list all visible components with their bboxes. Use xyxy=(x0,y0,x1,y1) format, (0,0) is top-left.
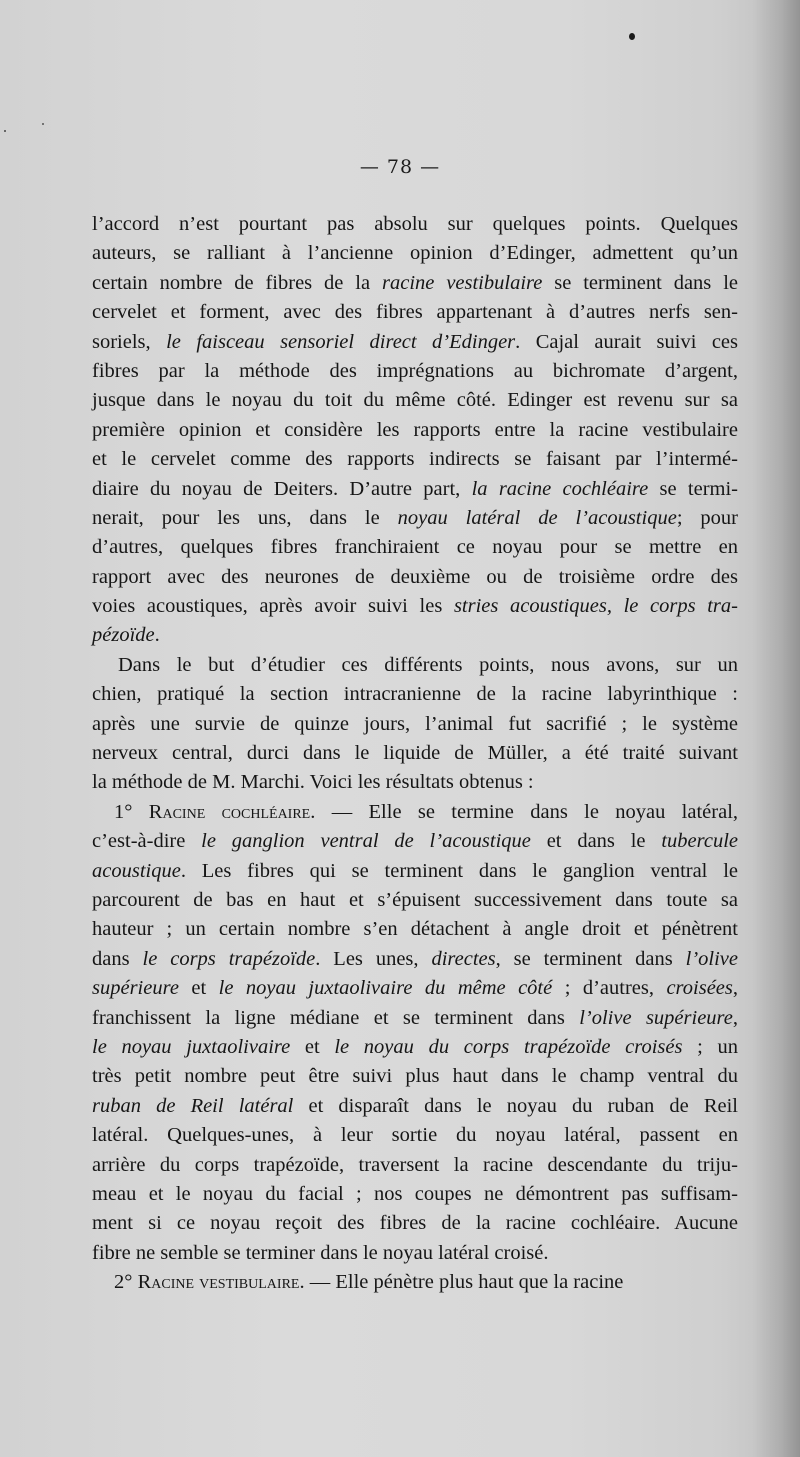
text-line xyxy=(92,886,738,915)
text-run: et xyxy=(290,1035,335,1058)
italic-term: stries acoustiques, le corps tra- xyxy=(453,595,738,618)
text-line xyxy=(92,768,738,797)
text-run: auteurs, se ralliant à l’ancienne opinion d’Edinger, admettent qu’un xyxy=(92,242,738,265)
text-line xyxy=(92,1209,738,1238)
text-line xyxy=(92,1121,738,1150)
section-1-first-line xyxy=(92,798,738,827)
section-2-heading: Racine vestibulaire. xyxy=(137,1271,305,1294)
text-run: et le cervelet comme des rapports indirects se faisant par l’intermé- xyxy=(92,448,738,471)
text-run: hauteur ; un certain nombre s’en détachent à angle droit et pénètrent xyxy=(92,918,738,941)
text-run: très petit nombre peut être suivi plus haut dans le champ ventral du xyxy=(92,1065,738,1088)
italic-term: le noyau du corps trapézoïde croisés xyxy=(334,1035,683,1058)
text-line xyxy=(92,1151,738,1180)
text-run: se termi- xyxy=(648,477,738,500)
italic-term: le ganglion ventral de l’acoustique xyxy=(201,830,531,853)
text-run: parcourent de bas en haut et s’épuisent successivement dans toute sa xyxy=(92,888,738,911)
section-1-body xyxy=(92,827,738,1268)
text-run: . xyxy=(154,624,160,647)
section-2-number: 2° xyxy=(114,1271,133,1294)
text-run: . Les unes, xyxy=(315,947,432,970)
text-line xyxy=(92,504,738,533)
text-line xyxy=(92,915,738,944)
italic-term: le noyau juxtaolivaire du même côté xyxy=(218,977,553,1000)
text-run: première opinion et considère les rapports entre la racine vestibulaire xyxy=(92,418,738,441)
page-edge-shadow xyxy=(752,0,800,1457)
text-run: nerveux central, durci dans le liquide de Müller, a été traité suivant xyxy=(92,742,738,765)
text-run: fibres par la méthode des imprégnations au bichromate d’argent, xyxy=(92,359,738,382)
text-run: chien, pratiqué la section intracranienne de la racine labyrinthique : xyxy=(92,683,738,706)
text-run: arrière du corps trapézoïde, traversent la racine descendante du triju- xyxy=(92,1153,738,1176)
text-line xyxy=(92,210,738,239)
text-run: meau et le noyau du facial ; nos coupes ne démontrent pas suffisam- xyxy=(92,1182,738,1205)
text-line xyxy=(92,1239,738,1268)
text-line xyxy=(92,298,738,327)
text-line xyxy=(92,592,738,621)
text-run: c’est-à-dire xyxy=(92,830,202,853)
italic-term: ruban de Reil latéral xyxy=(92,1094,294,1117)
text-run: et xyxy=(178,977,219,1000)
text-run: après une survie de quinze jours, l’animal fut sacrifié ; le système xyxy=(92,712,738,735)
text-line xyxy=(92,269,738,298)
text-run: se terminent dans le xyxy=(542,271,738,294)
ink-speck xyxy=(629,33,635,40)
text-run: et disparaît dans le noyau du ruban de Reil xyxy=(293,1094,738,1117)
text-line xyxy=(92,651,738,680)
text-run: certain nombre de fibres de la xyxy=(92,271,383,294)
text-run: . Les fibres qui se terminent dans le ganglion ventral le xyxy=(180,859,738,882)
text-run: l’accord n’est pourtant pas absolu sur quelques points. Quelques xyxy=(92,213,738,235)
text-run: jusque dans le noyau du toit du même côté. Edinger est revenu sur sa xyxy=(92,389,738,412)
text-line xyxy=(92,386,738,415)
section-1-heading: Racine cochléaire. xyxy=(148,800,316,823)
italic-term: l’olive xyxy=(685,947,738,970)
text-run: cervelet et forment, avec des fibres appartenant à d’autres nerfs sen- xyxy=(92,301,738,324)
text-line xyxy=(92,1180,738,1209)
text-run: dans xyxy=(92,947,143,970)
italic-term: directes xyxy=(431,947,496,970)
text-run: nerait, pour les uns, dans le xyxy=(92,506,398,529)
text-run: ; un xyxy=(682,1035,738,1058)
text-run: ; pour xyxy=(676,506,738,529)
italic-term: le faisceau sensoriel direct d’Edinger xyxy=(166,330,516,353)
italic-term: croisées xyxy=(666,977,733,1000)
text-run: Dans le but d’étudier ces différents points, nous avons, sur un xyxy=(118,653,738,676)
text-run: ; d’autres, xyxy=(552,977,667,1000)
text-run: d’autres, quelques fibres franchiraient ce noyau pour se mettre en xyxy=(92,536,738,559)
text-run: , xyxy=(732,1006,738,1029)
text-line xyxy=(92,710,738,739)
text-line xyxy=(92,1004,738,1033)
text-run: latéral. Quelques-unes, à leur sortie du noyau latéral, passent en xyxy=(92,1124,738,1147)
text-line xyxy=(92,621,738,650)
text-run: diaire du noyau de Deiters. D’autre part, xyxy=(92,477,472,500)
text-line xyxy=(92,328,738,357)
text-line xyxy=(92,357,738,386)
text-line xyxy=(92,739,738,768)
paragraph-1 xyxy=(92,210,738,651)
text-line xyxy=(92,1033,738,1062)
text-run: voies acoustiques, après avoir suivi les xyxy=(92,595,454,618)
text-line xyxy=(92,239,738,268)
text-line xyxy=(92,680,738,709)
page-number: — 78 — xyxy=(359,156,441,178)
text-run: , xyxy=(732,977,738,1000)
text-line xyxy=(92,445,738,474)
text-line xyxy=(92,416,738,445)
text-line xyxy=(92,1092,738,1121)
italic-term: l’olive supérieure xyxy=(579,1006,733,1029)
italic-term: tubercule xyxy=(661,830,738,853)
text-run: . Cajal aurait suivi ces xyxy=(515,330,738,353)
text-run: la méthode de M. Marchi. Voici les résultats obtenus : xyxy=(92,771,534,794)
italic-term: pézoïde xyxy=(92,624,155,647)
text-line xyxy=(92,475,738,504)
body-text xyxy=(92,210,738,1297)
section-2-first-line-text: — Elle pénètre plus haut que la racine xyxy=(304,1271,624,1294)
text-line xyxy=(92,533,738,562)
text-line xyxy=(92,1062,738,1091)
italic-term: noyau latéral de l’acoustique xyxy=(397,506,677,529)
text-line xyxy=(92,974,738,1003)
italic-term: le corps trapézoïde xyxy=(142,947,316,970)
italic-term: racine vestibulaire xyxy=(382,271,543,294)
section-1-first-line-text: — Elle se termine dans le noyau latéral, xyxy=(315,800,739,823)
text-run: soriels, xyxy=(92,330,167,353)
text-run: , se terminent dans xyxy=(495,947,686,970)
italic-term: supérieure xyxy=(92,977,179,1000)
text-run: franchissent la ligne médiane et se terminent dans xyxy=(92,1006,580,1029)
text-line xyxy=(92,945,738,974)
text-line xyxy=(92,857,738,886)
ink-speck xyxy=(42,123,44,125)
text-run: fibre ne semble se terminer dans le noyau latéral croisé. xyxy=(92,1241,549,1264)
text-line xyxy=(92,827,738,856)
text-run: et dans le xyxy=(530,830,662,853)
section-1-number: 1° xyxy=(114,800,133,823)
section-2-first-line xyxy=(92,1268,738,1297)
italic-term: le noyau juxtaolivaire xyxy=(92,1035,291,1058)
text-line xyxy=(92,563,738,592)
ink-speck xyxy=(4,130,6,132)
text-run: ment si ce noyau reçoit des fibres de la racine cochléaire. Aucune xyxy=(92,1212,738,1235)
paragraph-2 xyxy=(92,651,738,798)
italic-term: la racine cochléaire xyxy=(471,477,649,500)
text-run: rapport avec des neurones de deuxième ou de troisième ordre des xyxy=(92,565,738,588)
italic-term: acoustique xyxy=(92,859,181,882)
